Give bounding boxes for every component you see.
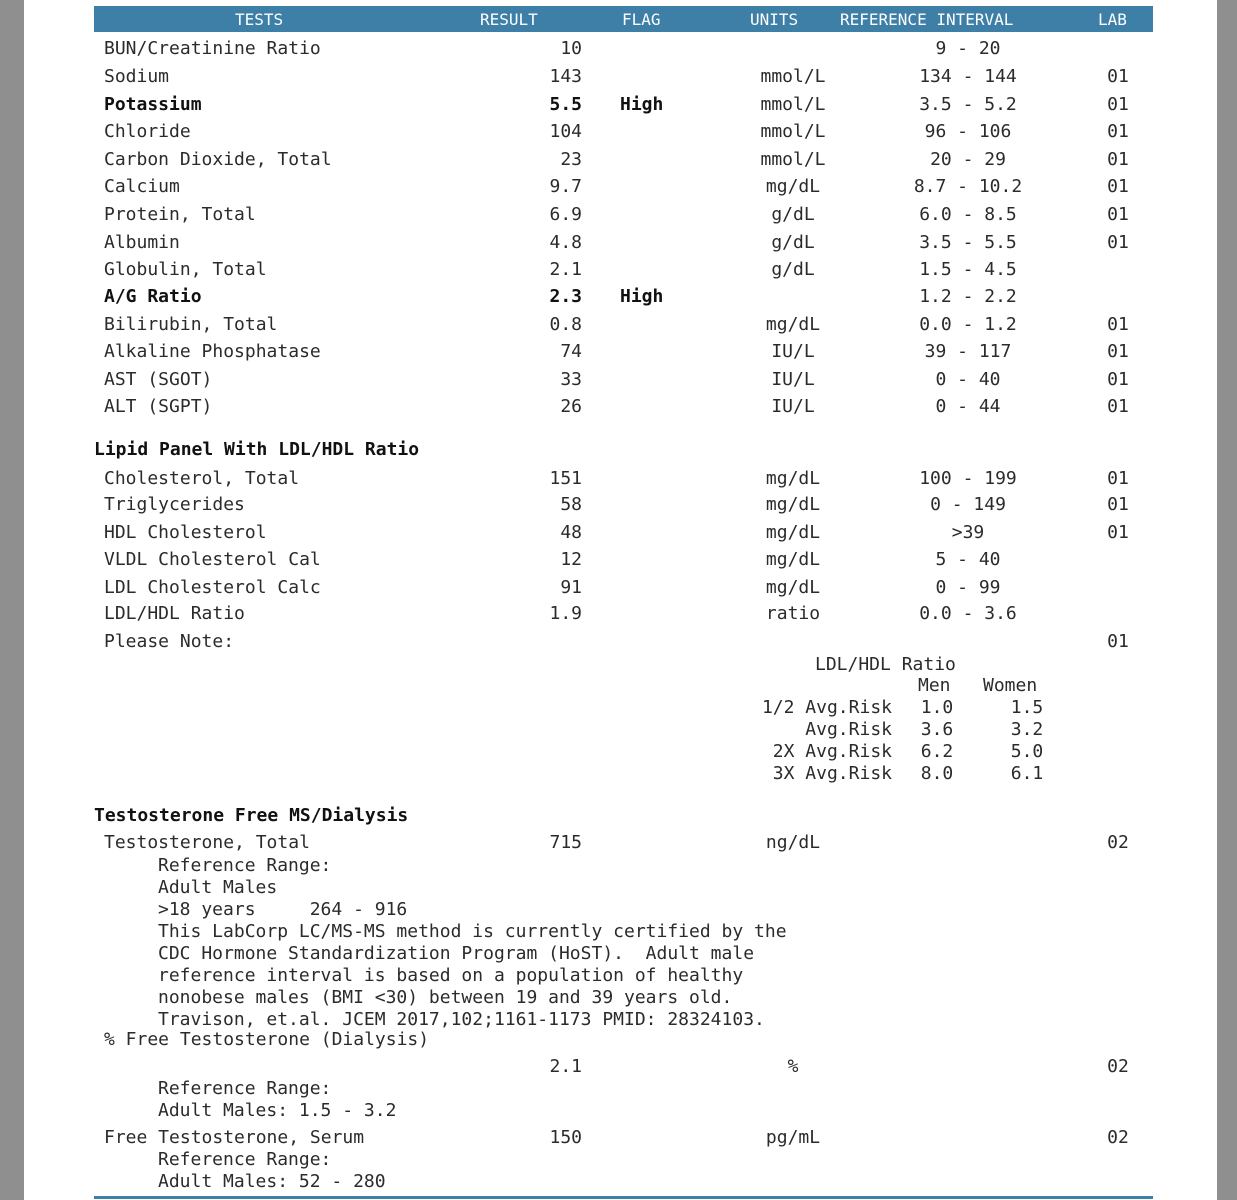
lab-code: 01 <box>1107 341 1129 362</box>
reference-interval: 5 - 40 <box>935 549 1001 570</box>
header-lab: LAB <box>1098 10 1127 29</box>
lab-code: 01 <box>1107 468 1129 489</box>
units-value: mmol/L <box>760 94 826 115</box>
test-name: Sodium <box>104 66 170 87</box>
reference-interval: 39 - 117 <box>924 341 1012 362</box>
note-line: nonobese males (BMI <30) between 19 and 39 years old. <box>158 987 733 1008</box>
reference-interval: 0.0 - 3.6 <box>919 603 1017 624</box>
result-value: 58 <box>560 494 582 515</box>
risk-table-col-women: Women <box>983 675 1038 696</box>
reference-interval: 0 - 99 <box>935 577 1001 598</box>
test-name: Please Note: <box>104 631 235 652</box>
section-title-testosterone: Testosterone Free MS/Dialysis <box>94 805 409 826</box>
flag-value: High <box>620 286 664 307</box>
risk-men-value: 6.2 <box>920 741 954 762</box>
test-name: ALT (SGPT) <box>104 396 213 417</box>
result-value: 0.8 <box>549 314 582 335</box>
units-value: IU/L <box>771 396 815 417</box>
risk-men-value: 1.0 <box>920 697 954 718</box>
risk-women-value: 6.1 <box>1010 763 1044 784</box>
test-name: A/G Ratio <box>104 286 202 307</box>
note-line: reference interval is based on a population of healthy <box>158 965 744 986</box>
result-value: 33 <box>560 369 582 390</box>
note-line: Reference Range: <box>158 855 332 876</box>
note-free-testosterone-pct <box>158 1078 396 1122</box>
risk-men-value: 3.6 <box>920 719 954 740</box>
note-line: Reference Range: <box>158 1078 332 1099</box>
result-value: 5.5 <box>549 94 582 115</box>
result-value: 6.9 <box>549 204 582 225</box>
result-value: 26 <box>560 396 582 417</box>
result-value: 2.1 <box>549 1056 582 1077</box>
lab-code: 01 <box>1107 494 1129 515</box>
note-line: Adult Males: 1.5 - 3.2 <box>158 1100 397 1121</box>
reference-interval: 0 - 149 <box>930 494 1006 515</box>
result-value: 143 <box>549 66 582 87</box>
units-value: ratio <box>765 603 821 624</box>
result-value: 1.9 <box>549 603 582 624</box>
units-value: mg/dL <box>765 314 821 335</box>
risk-level-label: 1/2 Avg.Risk <box>761 697 892 718</box>
note-free-testosterone-serum <box>158 1149 386 1193</box>
flag-value: High <box>620 94 664 115</box>
reference-interval: 100 - 199 <box>919 468 1017 489</box>
result-value: 104 <box>549 121 582 142</box>
reference-interval: 0 - 44 <box>935 396 1001 417</box>
test-name: Potassium <box>104 94 202 115</box>
reference-interval: 20 - 29 <box>930 149 1006 170</box>
test-name: AST (SGOT) <box>104 369 213 390</box>
reference-interval: 3.5 - 5.5 <box>919 232 1017 253</box>
test-name: Protein, Total <box>104 204 256 225</box>
reference-interval: 1.5 - 4.5 <box>919 259 1017 280</box>
units-value: mmol/L <box>760 66 826 87</box>
risk-women-value: 5.0 <box>1010 741 1044 762</box>
test-name: Calcium <box>104 176 180 197</box>
units-value: pg/mL <box>765 1127 821 1148</box>
units-value: g/dL <box>771 259 815 280</box>
reference-interval: 0 - 40 <box>935 369 1001 390</box>
lab-code: 02 <box>1107 1056 1129 1077</box>
result-value: 12 <box>560 549 582 570</box>
units-value: mmol/L <box>760 121 826 142</box>
lab-code: 01 <box>1107 522 1129 543</box>
units-value: IU/L <box>771 341 815 362</box>
test-name: Albumin <box>104 232 180 253</box>
result-value: 4.8 <box>549 232 582 253</box>
units-value: % <box>787 1056 799 1077</box>
reference-interval: 3.5 - 5.2 <box>919 94 1017 115</box>
units-value: mmol/L <box>760 149 826 170</box>
test-name: Triglycerides <box>104 494 245 515</box>
test-name: Alkaline Phosphatase <box>104 341 321 362</box>
reference-interval: 6.0 - 8.5 <box>919 204 1017 225</box>
note-line: CDC Hormone Standardization Program (HoST). Adult male <box>158 943 755 964</box>
units-value: mg/dL <box>765 577 821 598</box>
reference-interval: 8.7 - 10.2 <box>913 176 1023 197</box>
header-flag: FLAG <box>622 10 661 29</box>
reference-interval: 1.2 - 2.2 <box>919 286 1017 307</box>
reference-interval: 134 - 144 <box>919 66 1017 87</box>
result-value: 91 <box>560 577 582 598</box>
section-title-lipid: Lipid Panel With LDL/HDL Ratio <box>94 439 420 460</box>
reference-interval: 9 - 20 <box>935 38 1001 59</box>
header-tests: TESTS <box>235 10 284 29</box>
lab-code: 01 <box>1107 121 1129 142</box>
bottom-divider <box>94 1196 1153 1199</box>
test-name: BUN/Creatinine Ratio <box>104 38 321 59</box>
test-name: VLDL Cholesterol Cal <box>104 549 321 570</box>
test-name: HDL Cholesterol <box>104 522 267 543</box>
result-value: 2.3 <box>549 286 582 307</box>
note-line: Reference Range: <box>158 1149 332 1170</box>
risk-table-col-men: Men <box>918 675 951 696</box>
note-total-testosterone <box>158 855 787 1031</box>
lab-code: 02 <box>1107 832 1129 853</box>
lab-code: 01 <box>1107 149 1129 170</box>
header-units: UNITS <box>750 10 799 29</box>
result-value: 23 <box>560 149 582 170</box>
test-name: LDL Cholesterol Calc <box>104 577 321 598</box>
test-name: Testosterone, Total <box>104 832 310 853</box>
result-value: 715 <box>549 832 582 853</box>
lab-code: 02 <box>1107 1127 1129 1148</box>
header-result: RESULT <box>480 10 538 29</box>
risk-women-value: 3.2 <box>1010 719 1044 740</box>
result-value: 10 <box>560 38 582 59</box>
lab-code: 01 <box>1107 176 1129 197</box>
lab-code: 01 <box>1107 314 1129 335</box>
note-line: Adult Males <box>158 877 278 898</box>
reference-interval: 96 - 106 <box>924 121 1012 142</box>
reference-interval: >39 <box>951 522 985 543</box>
test-name: Chloride <box>104 121 191 142</box>
test-name: Cholesterol, Total <box>104 468 300 489</box>
risk-level-label: 3X Avg.Risk <box>772 763 892 784</box>
test-name: Carbon Dioxide, Total <box>104 149 332 170</box>
result-value: 9.7 <box>549 176 582 197</box>
units-value: mg/dL <box>765 176 821 197</box>
note-line: Travison, et.al. JCEM 2017,102;1161-1173 PMID: 28324103. <box>158 1009 765 1030</box>
result-value: 48 <box>560 522 582 543</box>
units-value: mg/dL <box>765 494 821 515</box>
table-header <box>94 6 1153 32</box>
lab-code: 01 <box>1107 94 1129 115</box>
risk-men-value: 8.0 <box>920 763 954 784</box>
note-line: This LabCorp LC/MS-MS method is currently certified by the <box>158 921 787 942</box>
result-value: 151 <box>549 468 582 489</box>
units-value: g/dL <box>771 232 815 253</box>
reference-interval: 0.0 - 1.2 <box>919 314 1017 335</box>
test-name: % Free Testosterone (Dialysis) <box>104 1029 430 1050</box>
note-line: Adult Males: 52 - 280 <box>158 1171 386 1192</box>
test-name: Free Testosterone, Serum <box>104 1127 365 1148</box>
test-name: LDL/HDL Ratio <box>104 603 245 624</box>
units-value: mg/dL <box>765 522 821 543</box>
units-value: IU/L <box>771 369 815 390</box>
result-value: 2.1 <box>549 259 582 280</box>
units-value: mg/dL <box>765 549 821 570</box>
lab-code: 01 <box>1107 396 1129 417</box>
result-value: 150 <box>549 1127 582 1148</box>
risk-level-label: 2X Avg.Risk <box>772 741 892 762</box>
lab-code: 01 <box>1107 369 1129 390</box>
header-reference-interval: REFERENCE INTERVAL <box>840 10 1014 29</box>
test-name: Globulin, Total <box>104 259 267 280</box>
lab-code: 01 <box>1107 204 1129 225</box>
note-line: >18 years 264 - 916 <box>158 899 408 920</box>
risk-level-label: Avg.Risk <box>805 719 892 740</box>
units-value: ng/dL <box>765 832 821 853</box>
risk-women-value: 1.5 <box>1010 697 1044 718</box>
units-value: g/dL <box>771 204 815 225</box>
test-name: Bilirubin, Total <box>104 314 278 335</box>
lab-code: 01 <box>1107 631 1129 652</box>
risk-table-title: LDL/HDL Ratio <box>815 654 956 675</box>
lab-code: 01 <box>1107 232 1129 253</box>
lab-code: 01 <box>1107 66 1129 87</box>
units-value: mg/dL <box>765 468 821 489</box>
result-value: 74 <box>560 341 582 362</box>
